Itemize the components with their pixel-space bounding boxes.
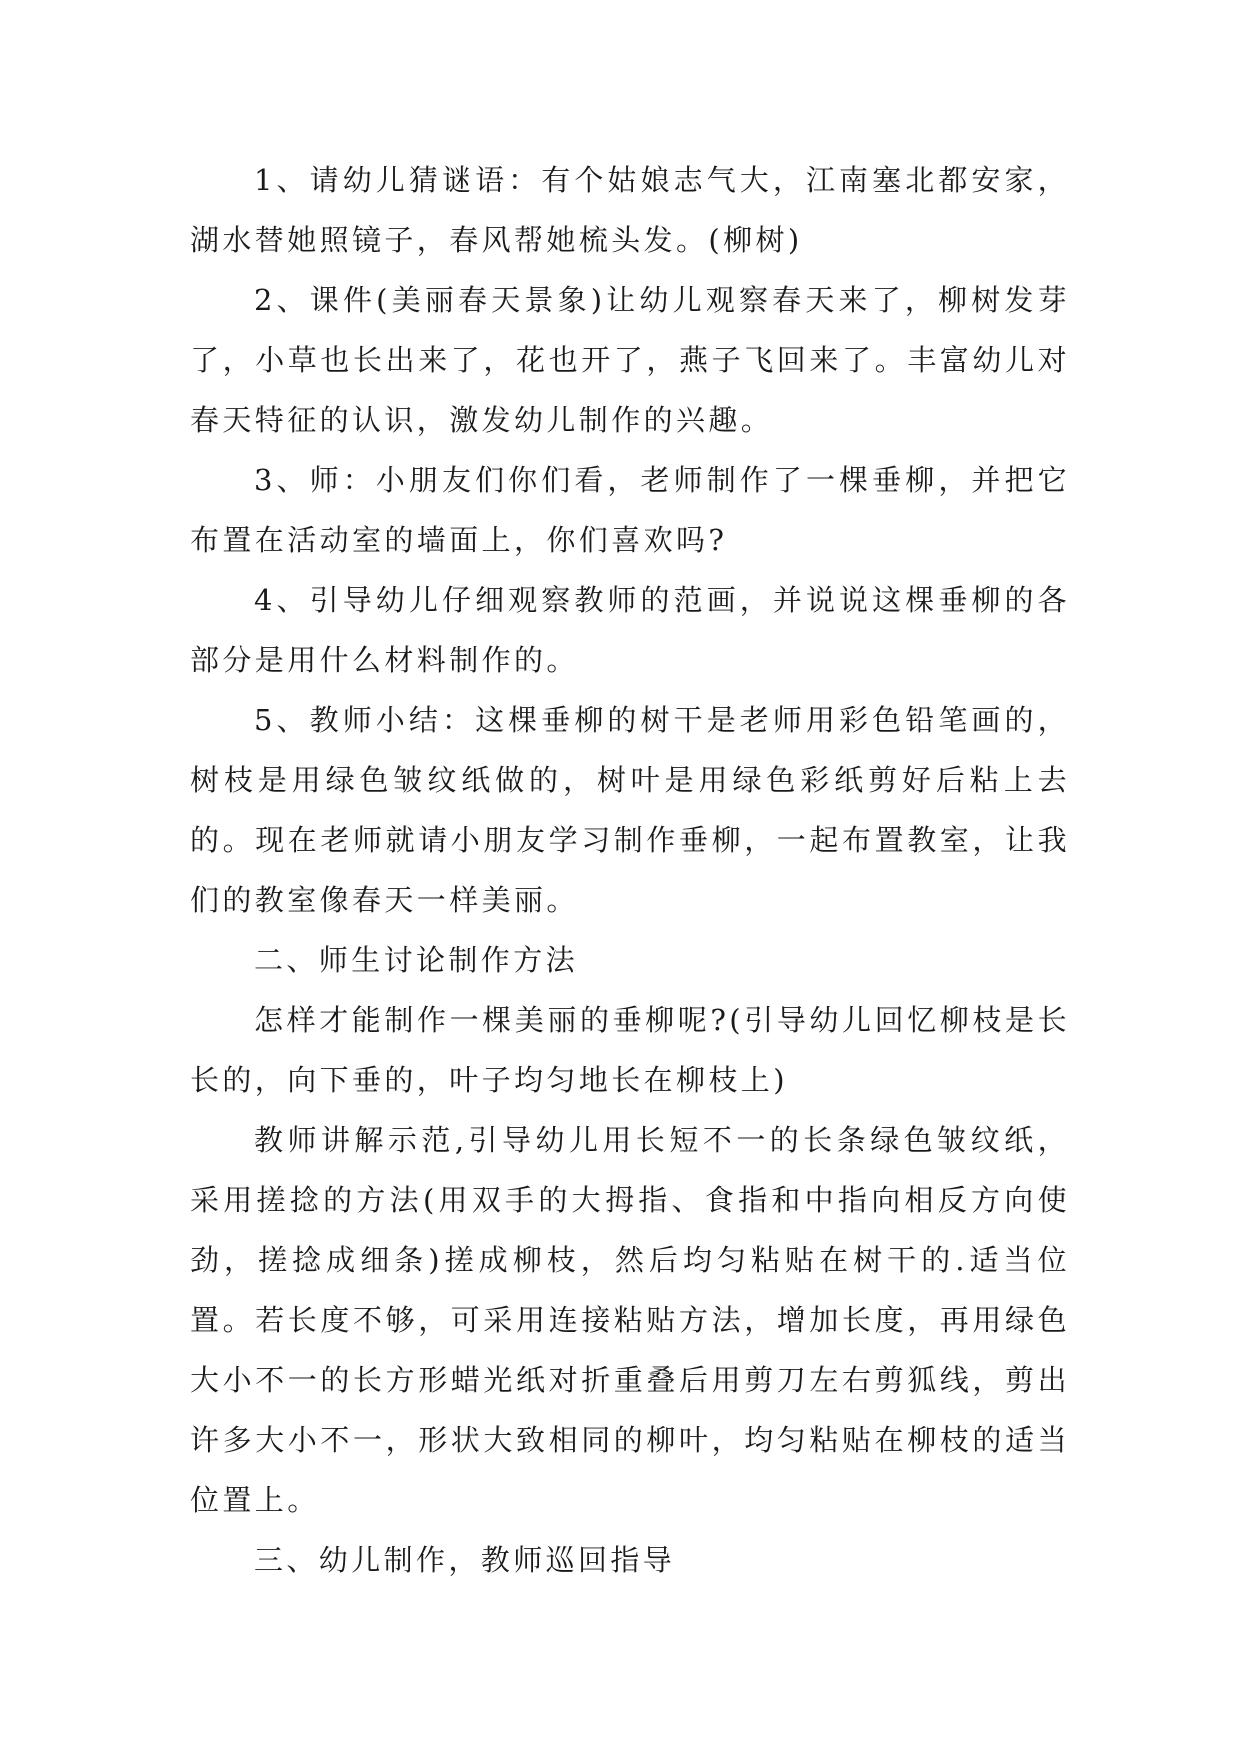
paragraph-riddle: 1、请幼儿猜谜语：有个姑娘志气大，江南塞北都安家，湖水替她照镜子，春风帮她梳头发。(柳树)	[190, 163, 1070, 257]
paragraph-courseware: 2、课件(美丽春天景象)让幼儿观察春天来了，柳树发芽了，小草也长出来了，花也开了，燕子飞回来了。丰富幼儿对春天特征的认识，激发幼儿制作的兴趣。	[190, 283, 1070, 437]
paragraph-observe-drawing: 4、引导幼儿仔细观察教师的范画，并说说这棵垂柳的各部分是用什么材料制作的。	[190, 583, 1070, 677]
document-body	[190, 150, 1070, 1590]
paragraph-demonstration: 教师讲解示范,引导幼儿用长短不一的长条绿色皱纹纸，采用搓捻的方法(用双手的大拇指、食指和中指向相反方向使劲，搓捻成细条)搓成柳枝，然后均匀粘贴在树干的.适当位置。若长度不够，可采用连接粘贴方法，增加长度，再用绿色大小不一的长方形蜡光纸对折重叠后用剪刀左右剪狐线，剪出许多大小不一，形状大致相同的柳叶，均匀粘贴在柳枝的适当位置上。	[190, 1123, 1070, 1517]
section-heading-discussion: 二、师生讨论制作方法	[254, 943, 579, 977]
paragraph-how-to-make: 怎样才能制作一棵美丽的垂柳呢?(引导幼儿回忆柳枝是长长的，向下垂的，叶子均匀地长在柳枝上)	[190, 1003, 1070, 1097]
paragraph-teacher-question: 3、师：小朋友们你们看，老师制作了一棵垂柳，并把它布置在活动室的墙面上，你们喜欢吗?	[190, 463, 1070, 557]
section-heading-children-make: 三、幼儿制作，教师巡回指导	[254, 1543, 676, 1577]
paragraph-teacher-summary: 5、教师小结：这棵垂柳的树干是老师用彩色铅笔画的，树枝是用绿色皱纹纸做的，树叶是用绿色彩纸剪好后粘上去的。现在老师就请小朋友学习制作垂柳，一起布置教室，让我们的教室像春天一样美丽。	[190, 703, 1070, 917]
